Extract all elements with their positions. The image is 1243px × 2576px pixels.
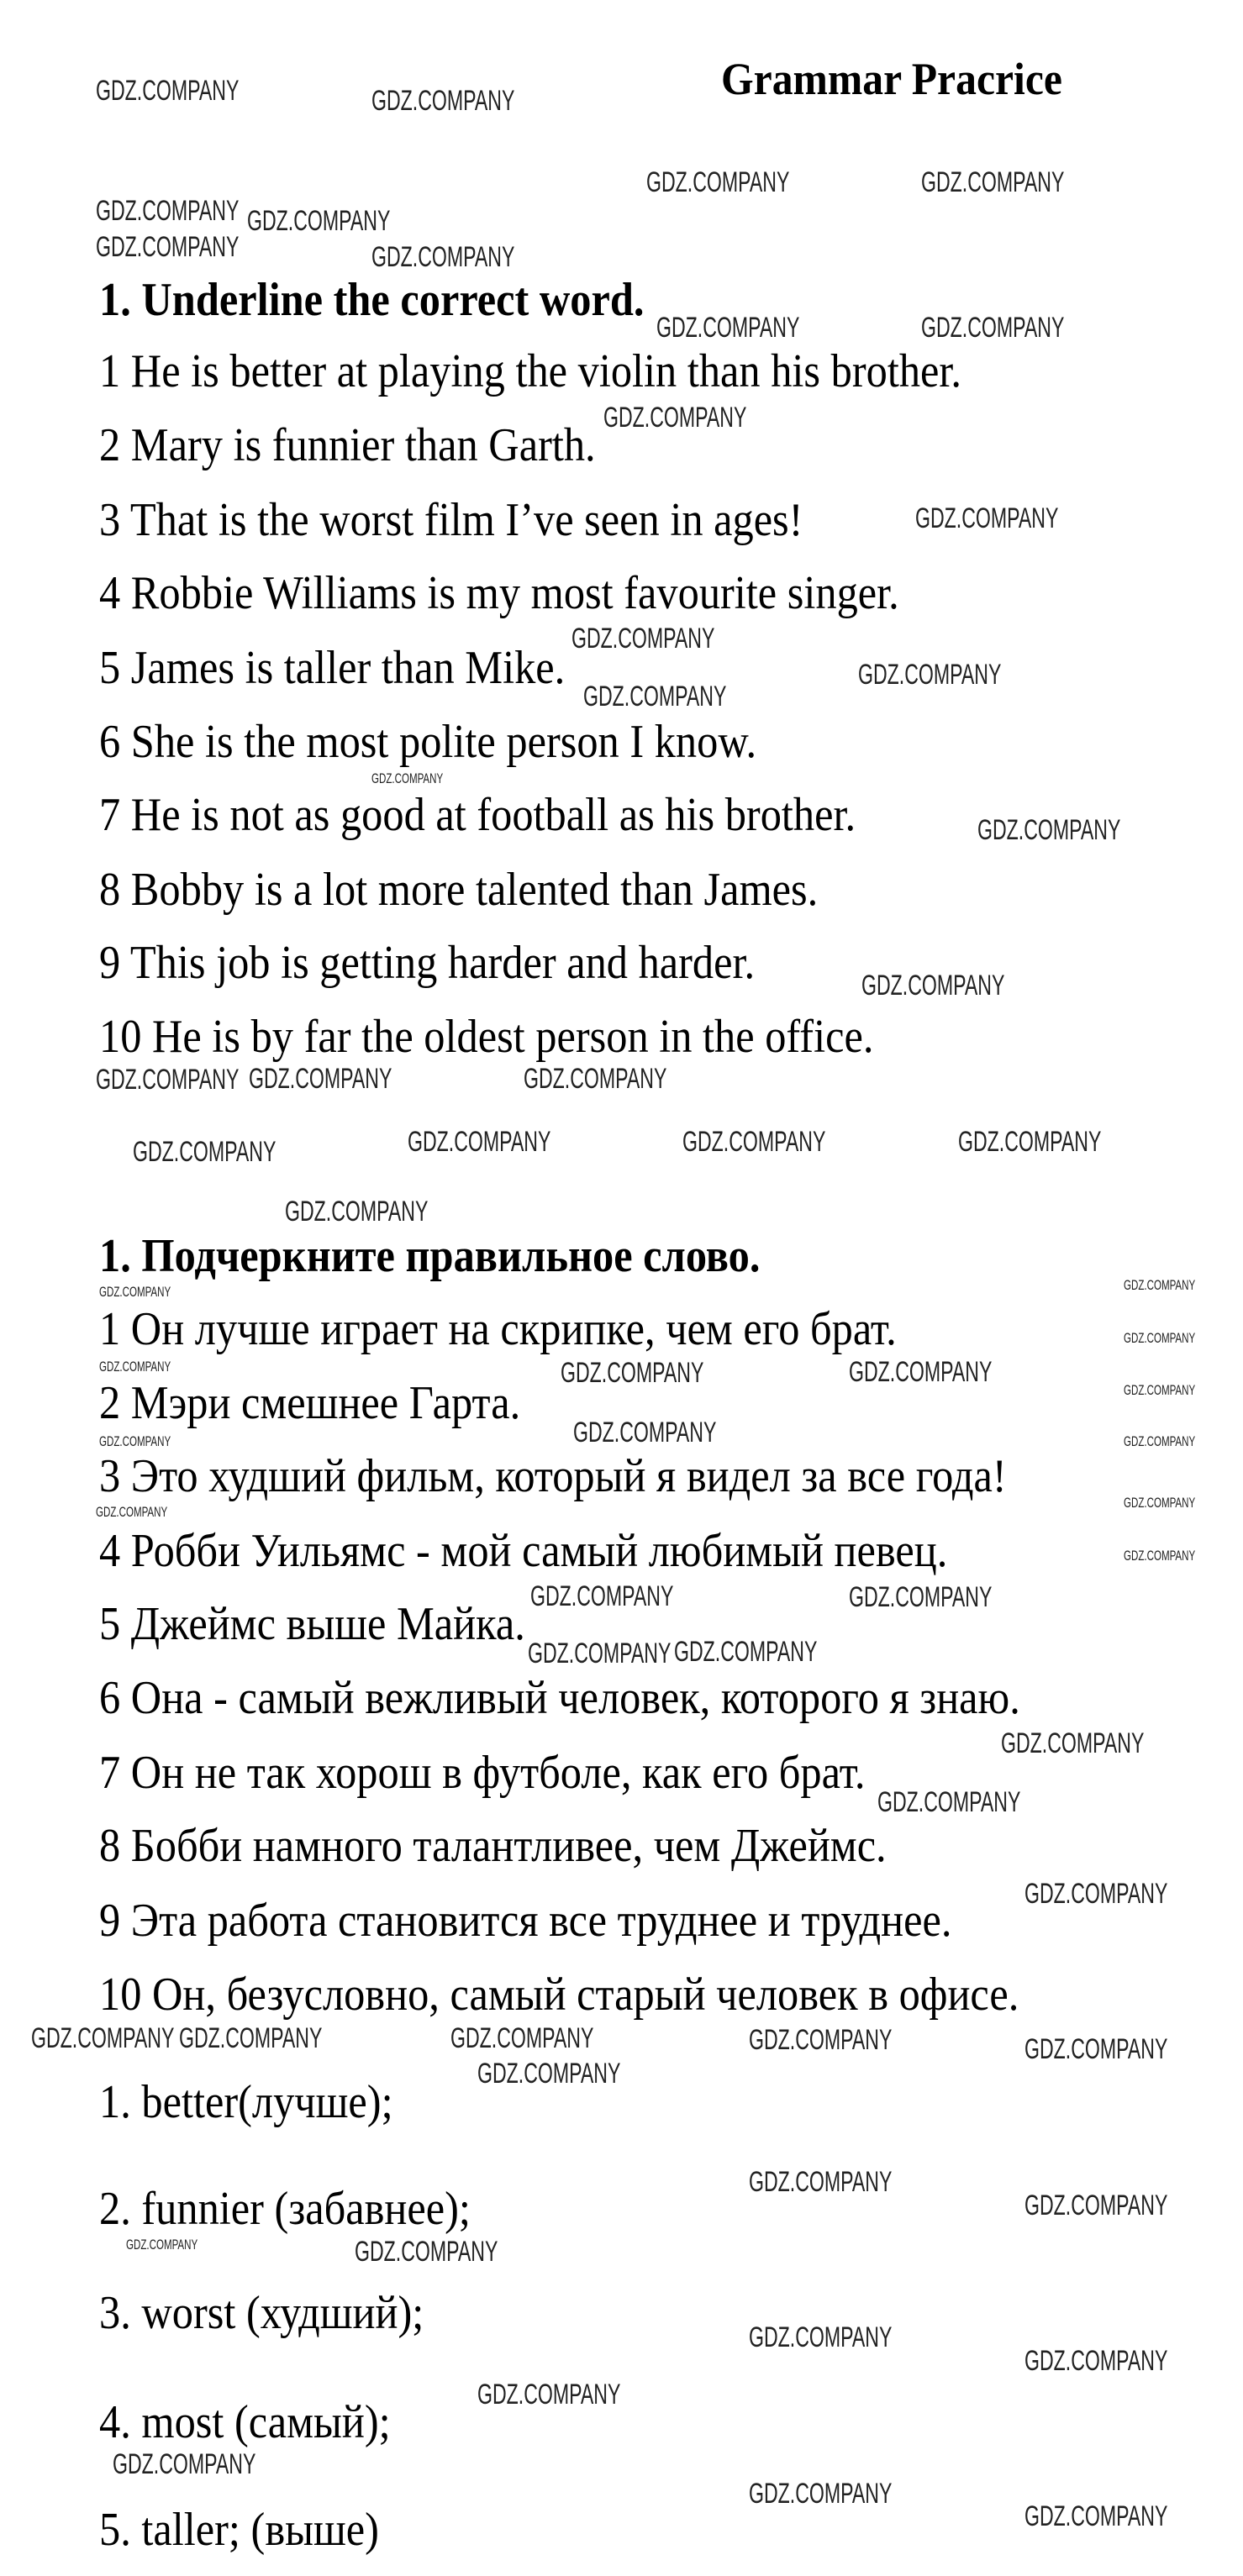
watermark: GDZ.COMPANY bbox=[285, 1196, 429, 1228]
watermark: GDZ.COMPANY bbox=[921, 312, 1065, 344]
sentence-en: 7 He is not as good at football as his brother. bbox=[99, 789, 856, 841]
watermark: GDZ.COMPANY bbox=[1124, 1277, 1196, 1293]
watermark: GDZ.COMPANY bbox=[99, 1359, 171, 1375]
sentence-ru: 4 Робби Уильямс - мой самый любимый певец. bbox=[99, 1525, 948, 1577]
sentence-en: 10 He is by far the oldest person in the office. bbox=[99, 1011, 874, 1063]
watermark: GDZ.COMPANY bbox=[530, 1580, 674, 1612]
watermark: GDZ.COMPANY bbox=[477, 2379, 621, 2410]
sentence-en: 4 Robbie Williams is my most favourite singer. bbox=[99, 567, 899, 619]
watermark: GDZ.COMPANY bbox=[921, 166, 1065, 198]
watermark: GDZ.COMPANY bbox=[179, 2022, 323, 2054]
watermark: GDZ.COMPANY bbox=[408, 1126, 551, 1158]
sentence-en: 6 She is the most polite person I know. bbox=[99, 716, 757, 768]
watermark: GDZ.COMPANY bbox=[571, 623, 715, 655]
sentence-en: 2 Mary is funnier than Garth. bbox=[99, 419, 596, 471]
watermark: GDZ.COMPANY bbox=[858, 659, 1002, 691]
sentence-ru: 6 Она - самый вежливый человек, которого я знаю. bbox=[99, 1672, 1020, 1724]
watermark: GDZ.COMPANY bbox=[583, 681, 727, 712]
sentence-ru: 8 Бобби намного талантливее, чем Джеймс. bbox=[99, 1820, 887, 1872]
watermark: GDZ.COMPANY bbox=[249, 1063, 392, 1095]
answer-item: 3. worst (худший); bbox=[99, 2287, 424, 2339]
watermark: GDZ.COMPANY bbox=[126, 2237, 198, 2253]
watermark: GDZ.COMPANY bbox=[749, 2024, 893, 2056]
watermark: GDZ.COMPANY bbox=[99, 1433, 171, 1449]
watermark: GDZ.COMPANY bbox=[849, 1356, 993, 1388]
watermark: GDZ.COMPANY bbox=[1024, 1878, 1168, 1910]
watermark: GDZ.COMPANY bbox=[96, 231, 240, 263]
watermark: GDZ.COMPANY bbox=[371, 770, 444, 786]
exercise-heading-en: 1. Underline the correct word. bbox=[99, 274, 645, 326]
watermark: GDZ.COMPANY bbox=[1024, 2033, 1168, 2065]
watermark: GDZ.COMPANY bbox=[861, 970, 1005, 1001]
watermark: GDZ.COMPANY bbox=[749, 2478, 893, 2510]
page-title: Grammar Pracrice bbox=[721, 54, 1062, 104]
sentence-ru: 7 Он не так хорош в футболе, как его брат. bbox=[99, 1747, 866, 1799]
watermark: GDZ.COMPANY bbox=[1001, 1727, 1145, 1759]
watermark: GDZ.COMPANY bbox=[133, 1136, 277, 1168]
watermark: GDZ.COMPANY bbox=[646, 166, 790, 198]
watermark: GDZ.COMPANY bbox=[849, 1581, 993, 1613]
exercise-heading-ru: 1. Подчеркните правильное слово. bbox=[99, 1230, 761, 1282]
watermark: GDZ.COMPANY bbox=[573, 1417, 717, 1448]
watermark: GDZ.COMPANY bbox=[96, 1064, 240, 1096]
sentence-en: 9 This job is getting harder and harder. bbox=[99, 937, 756, 989]
watermark: GDZ.COMPANY bbox=[247, 205, 391, 237]
sentence-en: 8 Bobby is a lot more talented than James. bbox=[99, 864, 819, 916]
watermark: GDZ.COMPANY bbox=[371, 85, 515, 117]
watermark: GDZ.COMPANY bbox=[1124, 1495, 1196, 1511]
watermark: GDZ.COMPANY bbox=[749, 2321, 893, 2353]
answer-item: 2. funnier (забавнее); bbox=[99, 2183, 471, 2235]
watermark: GDZ.COMPANY bbox=[1124, 1382, 1196, 1398]
watermark: GDZ.COMPANY bbox=[528, 1638, 672, 1669]
watermark: GDZ.COMPANY bbox=[561, 1357, 704, 1389]
watermark: GDZ.COMPANY bbox=[96, 195, 240, 227]
sentence-ru: 10 Он, безусловно, самый старый человек в офисе. bbox=[99, 1969, 1019, 2021]
watermark: GDZ.COMPANY bbox=[603, 402, 747, 434]
watermark: GDZ.COMPANY bbox=[1024, 2500, 1168, 2532]
answer-item: 1. better(лучше); bbox=[99, 2076, 393, 2128]
watermark: GDZ.COMPANY bbox=[656, 312, 800, 344]
sentence-en: 5 James is taller than Mike. bbox=[99, 642, 566, 694]
sentence-en: 1 He is better at playing the violin than his brother. bbox=[99, 345, 961, 397]
sentence-ru: 9 Эта работа становится все труднее и труднее. bbox=[99, 1895, 952, 1947]
watermark: GDZ.COMPANY bbox=[977, 814, 1121, 846]
watermark: GDZ.COMPANY bbox=[1124, 1433, 1196, 1449]
sentence-en: 3 That is the worst film I’ve seen in ages! bbox=[99, 494, 803, 546]
watermark: GDZ.COMPANY bbox=[99, 1284, 171, 1300]
watermark: GDZ.COMPANY bbox=[371, 241, 515, 273]
watermark: GDZ.COMPANY bbox=[682, 1126, 826, 1158]
sentence-ru: 5 Джеймс выше Майка. bbox=[99, 1598, 525, 1650]
watermark: GDZ.COMPANY bbox=[1124, 1330, 1196, 1346]
watermark: GDZ.COMPANY bbox=[31, 2022, 175, 2054]
watermark: GDZ.COMPANY bbox=[915, 502, 1059, 534]
watermark: GDZ.COMPANY bbox=[1024, 2190, 1168, 2221]
watermark: GDZ.COMPANY bbox=[113, 2448, 256, 2480]
watermark: GDZ.COMPANY bbox=[958, 1126, 1102, 1158]
watermark: GDZ.COMPANY bbox=[749, 2166, 893, 2198]
watermark: GDZ.COMPANY bbox=[524, 1063, 667, 1095]
watermark: GDZ.COMPANY bbox=[450, 2022, 594, 2054]
watermark: GDZ.COMPANY bbox=[1024, 2345, 1168, 2377]
sentence-ru: 3 Это худший фильм, который я видел за все года! bbox=[99, 1450, 1007, 1502]
answer-item: 4. most (самый); bbox=[99, 2396, 391, 2448]
watermark: GDZ.COMPANY bbox=[674, 1636, 818, 1668]
watermark: GDZ.COMPANY bbox=[355, 2236, 498, 2268]
watermark: GDZ.COMPANY bbox=[96, 1504, 168, 1520]
watermark: GDZ.COMPANY bbox=[1124, 1548, 1196, 1564]
sentence-ru: 2 Мэри смешнее Гарта. bbox=[99, 1377, 521, 1429]
watermark: GDZ.COMPANY bbox=[96, 75, 240, 107]
sentence-ru: 1 Он лучше играет на скрипке, чем его брат. bbox=[99, 1303, 897, 1355]
watermark: GDZ.COMPANY bbox=[877, 1786, 1021, 1818]
answer-item: 5. taller; (выше) bbox=[99, 2504, 379, 2556]
watermark: GDZ.COMPANY bbox=[477, 2058, 621, 2090]
